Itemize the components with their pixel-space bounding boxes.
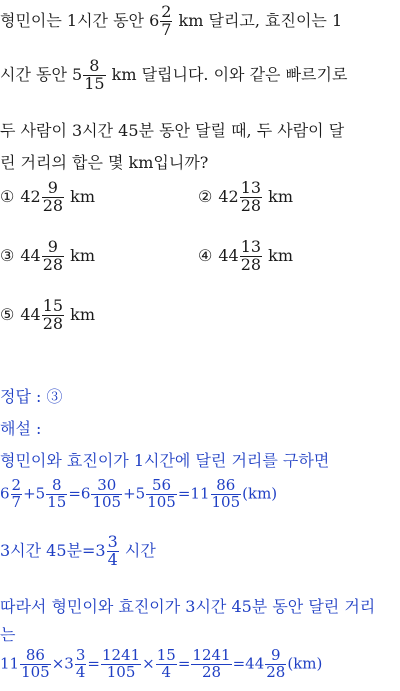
fraction — [42, 298, 64, 333]
option-whole: 44 — [20, 245, 41, 265]
option-marker: ② — [198, 186, 213, 206]
eq-term: = — [177, 654, 191, 673]
question-line-2 — [0, 58, 347, 93]
question-line-3: 두 사람이 3시간 45분 동안 달릴 때, 두 사람이 달 — [0, 121, 345, 140]
eq-term: 시간 — [119, 540, 156, 560]
eq-term: =11 — [177, 484, 210, 503]
equation-1 — [0, 478, 277, 511]
question-line-1 — [0, 4, 342, 39]
equation-2 — [0, 534, 156, 569]
option-marker: ④ — [198, 245, 213, 265]
numerator: 9 — [42, 239, 64, 257]
fraction — [160, 4, 172, 39]
numerator: 3 — [75, 646, 86, 664]
numerator: 9 — [42, 180, 64, 198]
denominator: 28 — [240, 254, 262, 274]
option-3[interactable] — [0, 239, 95, 274]
numerator: 8 — [83, 58, 105, 76]
option-whole: 42 — [218, 186, 239, 206]
option-unit: km — [70, 245, 96, 265]
option-4[interactable] — [198, 239, 293, 274]
question-text: 시간 동안 5 — [0, 64, 83, 84]
fraction — [83, 58, 105, 93]
numerator: 1241 — [192, 646, 231, 664]
explanation-step-1: 형민이와 효진이가 1시간에 달린 거리를 구하면 — [0, 451, 330, 470]
numerator: 86 — [20, 648, 51, 665]
question-line-4: 린 거리의 합은 몇 km입니까? — [0, 153, 209, 172]
fraction — [107, 534, 119, 569]
option-unit: km — [268, 186, 294, 206]
option-marker: ① — [0, 186, 15, 206]
denominator: 28 — [240, 195, 262, 215]
numerator: 13 — [240, 237, 262, 256]
eq-term: 3시간 45분=3 — [0, 540, 106, 560]
question-text: 형민이는 1시간 동안 6 — [0, 10, 160, 30]
numerator: 9 — [265, 648, 286, 665]
option-whole: 42 — [20, 186, 41, 206]
numerator: 13 — [240, 178, 262, 197]
denominator: 15 — [84, 73, 105, 93]
numerator: 1241 — [101, 646, 141, 664]
option-unit: km — [70, 186, 96, 206]
fraction — [240, 180, 262, 215]
numerator: 2 — [161, 2, 172, 21]
eq-unit: (km) — [287, 654, 323, 673]
denominator: 7 — [11, 492, 22, 511]
option-1[interactable] — [0, 180, 95, 215]
fraction — [191, 648, 231, 681]
denominator: 4 — [107, 549, 118, 569]
eq-unit: (km) — [242, 484, 278, 503]
numerator: 15 — [42, 296, 64, 315]
denominator: 105 — [21, 662, 50, 681]
eq-term: = — [87, 654, 100, 673]
fraction — [240, 239, 262, 274]
question-text: km 달리고, 효진이는 1 — [173, 10, 343, 30]
denominator: 28 — [42, 254, 64, 274]
eq-term: 11 — [0, 654, 20, 673]
option-whole: 44 — [20, 304, 41, 324]
option-2[interactable] — [198, 180, 293, 215]
denominator: 105 — [211, 492, 241, 511]
fraction — [46, 478, 67, 511]
fraction — [75, 648, 87, 681]
option-5[interactable] — [0, 298, 95, 333]
denominator: 105 — [106, 662, 136, 681]
denominator: 105 — [147, 492, 176, 511]
denominator: 28 — [42, 195, 64, 215]
eq-term: =6 — [68, 484, 91, 503]
fraction — [11, 478, 23, 511]
option-unit: km — [268, 245, 294, 265]
answer-label: 정답 : ③ — [0, 387, 63, 406]
denominator: 15 — [47, 492, 67, 511]
denominator: 7 — [161, 19, 172, 39]
eq-term: ×3 — [51, 654, 74, 673]
numerator: 86 — [211, 478, 242, 495]
denominator: 105 — [92, 492, 122, 511]
fraction — [91, 478, 122, 511]
option-marker: ③ — [0, 245, 15, 265]
numerator: 2 — [11, 476, 22, 494]
option-marker: ⑤ — [0, 304, 15, 324]
eq-term: 6 — [0, 484, 10, 503]
fraction — [265, 648, 286, 681]
numerator: 8 — [46, 478, 67, 495]
fraction — [42, 239, 64, 274]
fraction — [42, 180, 64, 215]
explanation-label: 해설 : — [0, 419, 42, 438]
fraction — [211, 478, 242, 511]
option-whole: 44 — [218, 245, 239, 265]
numerator: 30 — [91, 478, 122, 495]
fraction — [146, 478, 177, 511]
denominator: 28 — [266, 662, 286, 681]
denominator: 4 — [75, 662, 86, 681]
denominator: 28 — [201, 662, 222, 681]
question-text: km 달립니다. 이와 같은 빠르기로 — [106, 64, 348, 84]
fraction — [101, 648, 141, 681]
eq-term: =44 — [232, 654, 265, 673]
numerator: 15 — [156, 646, 176, 664]
explanation-step-3: 는 — [0, 625, 16, 644]
numerator: 3 — [107, 532, 118, 551]
equation-3 — [0, 648, 322, 681]
fraction — [20, 648, 51, 681]
denominator: 28 — [42, 313, 64, 333]
option-unit: km — [70, 304, 96, 324]
explanation-step-2: 따라서 형민이와 효진이가 3시간 45분 동안 달린 거리 — [0, 597, 376, 616]
fraction — [156, 648, 177, 681]
eq-term: +5 — [123, 484, 146, 503]
eq-term: +5 — [23, 484, 46, 503]
numerator: 56 — [146, 478, 177, 495]
eq-term: × — [142, 654, 155, 673]
denominator: 4 — [161, 662, 172, 681]
